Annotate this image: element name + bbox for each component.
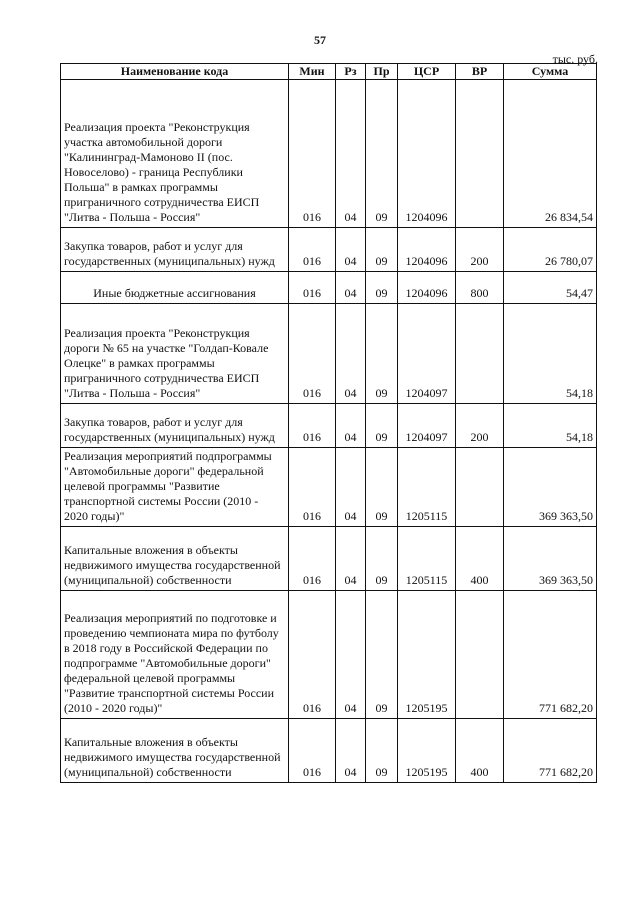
header-rz: Рз (336, 64, 366, 80)
row-pr: 09 (366, 591, 398, 719)
row-sum: 54,18 (504, 404, 597, 448)
page-number: 57 (314, 33, 326, 47)
row-pr: 09 (366, 404, 398, 448)
table-row (61, 304, 597, 404)
row-csr: 1205195 (398, 591, 456, 719)
row-rz: 04 (336, 228, 366, 272)
table-row (61, 719, 597, 783)
row-name: Капитальные вложения в объекты недвижимого имущества государственной (муниципальной) собственности (61, 719, 289, 783)
header-min: Мин (289, 64, 336, 80)
row-csr: 1205115 (398, 448, 456, 527)
row-min: 016 (289, 448, 336, 527)
row-sum: 771 682,20 (504, 591, 597, 719)
row-name: Реализация мероприятий подпрограммы "Автомобильные дороги" федеральной целевой программы "Развитие транспортной системы России (2010 - 2020 годы)" (61, 448, 289, 527)
row-rz: 04 (336, 527, 366, 591)
row-csr: 1204096 (398, 228, 456, 272)
table-header-row (61, 64, 597, 80)
row-sum: 771 682,20 (504, 719, 597, 783)
table-row (61, 80, 597, 228)
row-min: 016 (289, 272, 336, 304)
header-name: Наименование кода (61, 64, 289, 80)
row-min: 016 (289, 527, 336, 591)
row-pr: 09 (366, 272, 398, 304)
row-vr: 400 (456, 527, 504, 591)
row-vr (456, 591, 504, 719)
header-csr: ЦСР (398, 64, 456, 80)
row-pr: 09 (366, 304, 398, 404)
row-pr: 09 (366, 228, 398, 272)
row-name: Иные бюджетные ассигнования (61, 272, 289, 304)
table-row (61, 272, 597, 304)
table-row (61, 591, 597, 719)
header-vr: ВР (456, 64, 504, 80)
row-pr: 09 (366, 80, 398, 228)
row-name: Закупка товаров, работ и услуг для государственных (муниципальных) нужд (61, 404, 289, 448)
row-vr (456, 80, 504, 228)
row-rz: 04 (336, 80, 366, 228)
row-rz: 04 (336, 448, 366, 527)
header-sum: Сумма (504, 64, 597, 80)
row-pr: 09 (366, 448, 398, 527)
row-vr: 200 (456, 404, 504, 448)
row-vr: 800 (456, 272, 504, 304)
row-rz: 04 (336, 304, 366, 404)
row-sum: 369 363,50 (504, 527, 597, 591)
row-csr: 1204097 (398, 304, 456, 404)
row-vr (456, 304, 504, 404)
row-min: 016 (289, 304, 336, 404)
row-vr: 400 (456, 719, 504, 783)
row-rz: 04 (336, 719, 366, 783)
row-sum: 26 780,07 (504, 228, 597, 272)
row-vr (456, 448, 504, 527)
row-name: Реализация проекта "Реконструкция дороги № 65 на участке "Голдап-Ковале Олецке" в рамках программы приграничного сотрудничества ЕИСП "Литва - Польша - Россия" (61, 304, 289, 404)
row-sum: 54,47 (504, 272, 597, 304)
row-name: Капитальные вложения в объекты недвижимого имущества государственной (муниципальной) собственности (61, 527, 289, 591)
table-row (61, 404, 597, 448)
row-min: 016 (289, 80, 336, 228)
row-csr: 1205115 (398, 527, 456, 591)
row-min: 016 (289, 591, 336, 719)
unit-label: тыс. руб. (552, 52, 598, 66)
row-name: Закупка товаров, работ и услуг для государственных (муниципальных) нужд (61, 228, 289, 272)
row-sum: 369 363,50 (504, 448, 597, 527)
row-min: 016 (289, 719, 336, 783)
row-min: 016 (289, 404, 336, 448)
row-vr: 200 (456, 228, 504, 272)
row-name: Реализация мероприятий по подготовке и проведению чемпионата мира по футболу в 2018 году в Российской Федерации по подпрограмме "Автомобильные дороги" федеральной целевой программы "Развитие транспортной системы России (2010 - 2020 годы)" (61, 591, 289, 719)
row-csr: 1204096 (398, 272, 456, 304)
row-name: Реализация проекта "Реконструкция участка автомобильной дороги "Калининград-Мамоново II (пос. Новоселово) - граница Республики Польша" в рамках программы приграничного сотрудничества ЕИСП "Литва - Польша - Россия" (61, 80, 289, 228)
row-pr: 09 (366, 527, 398, 591)
row-sum: 26 834,54 (504, 80, 597, 228)
row-rz: 04 (336, 591, 366, 719)
budget-table (60, 63, 597, 783)
row-csr: 1205195 (398, 719, 456, 783)
row-csr: 1204097 (398, 404, 456, 448)
header-pr: Пр (366, 64, 398, 80)
table-row (61, 527, 597, 591)
row-sum: 54,18 (504, 304, 597, 404)
table-row (61, 228, 597, 272)
row-min: 016 (289, 228, 336, 272)
table-row (61, 448, 597, 527)
row-csr: 1204096 (398, 80, 456, 228)
row-rz: 04 (336, 404, 366, 448)
row-rz: 04 (336, 272, 366, 304)
row-pr: 09 (366, 719, 398, 783)
